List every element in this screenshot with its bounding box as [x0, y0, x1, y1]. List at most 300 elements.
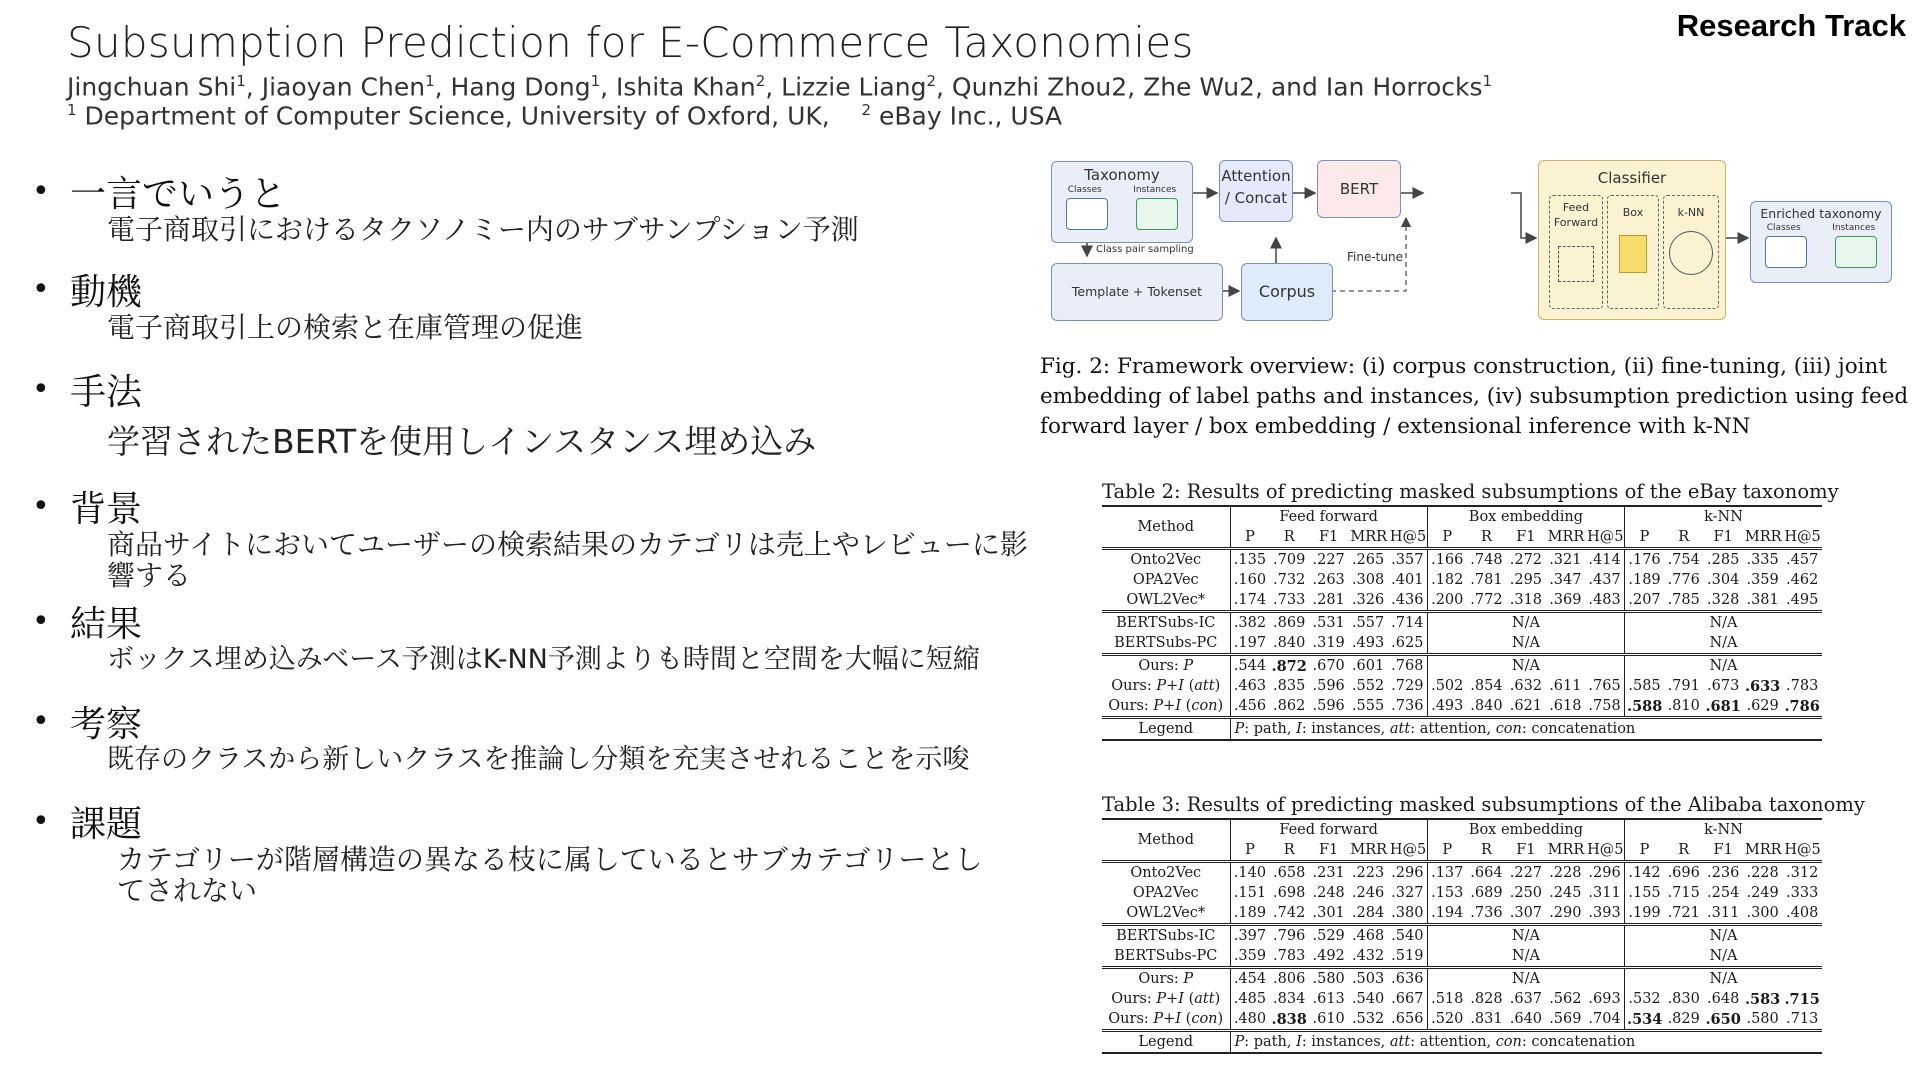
table-row: [1102, 676, 1822, 696]
value-cell: .640: [1509, 1011, 1543, 1027]
metric-header: H@5: [1389, 529, 1427, 545]
metric-header: P: [1625, 840, 1664, 862]
value-cell: .732: [1273, 572, 1306, 588]
value-cell: .312: [1782, 862, 1822, 884]
na-cell: N/A: [1427, 925, 1624, 947]
value-cell: .613: [1312, 991, 1345, 1007]
affiliation-2-mark: 2: [861, 101, 872, 119]
value-cell: .531: [1309, 612, 1348, 634]
metric-header: F1: [1516, 529, 1536, 545]
value-cell: .588: [1625, 696, 1664, 718]
value-cell: .704: [1588, 1011, 1621, 1027]
author-name: Ian Horrocks: [1325, 72, 1483, 102]
value-cell: .621: [1509, 698, 1543, 714]
bullet-text: 電子商取引上の検索と在庫管理の促進: [107, 311, 584, 344]
value-cell: .869: [1269, 612, 1308, 634]
author-list: Jingchuan Shi$^1$, Jiaoyan Chen$^1$, Hang Dong$^1$, Ishita Khan$^2$, Lizzie Liang$^2$, Qunzhi Zhou2, Zhe Wu2, and Ian Horrocks$^1$: [67, 72, 1493, 102]
affiliation-1-mark: 1: [67, 101, 77, 119]
value-cell: .485: [1230, 989, 1269, 1009]
value-cell: .555: [1351, 698, 1385, 714]
value-cell: .335: [1743, 549, 1782, 571]
value-cell: .862: [1273, 698, 1306, 714]
table-3-grid: [1102, 818, 1822, 1054]
method-cell: BERTSubs-IC: [1102, 925, 1230, 947]
value-cell: .552: [1351, 678, 1385, 694]
value-cell: .347: [1549, 572, 1582, 588]
author-affiliation-mark: 1: [590, 72, 601, 90]
value-cell: .281: [1312, 592, 1345, 608]
value-cell: .670: [1309, 655, 1348, 677]
feed-forward-label: Feed Forward: [1553, 201, 1599, 229]
method-cell: BERTSubs-PC: [1114, 635, 1218, 651]
na-cell: N/A: [1625, 612, 1822, 634]
value-cell: .457: [1782, 549, 1822, 571]
network-icon: [1558, 246, 1594, 282]
affiliation-2: eBay Inc., USA: [879, 101, 1063, 131]
value-cell: .736: [1391, 698, 1424, 714]
na-cell: N/A: [1625, 633, 1822, 655]
bullet-dot-icon: •: [32, 173, 50, 209]
value-cell: .698: [1273, 885, 1306, 901]
value-cell: .583: [1744, 990, 1781, 1008]
metric-header: R: [1480, 529, 1492, 545]
metric-header: R: [1283, 529, 1295, 545]
method-cell: Ours: P+I (con): [1108, 698, 1224, 714]
group-header: k-NN: [1625, 506, 1822, 527]
value-cell: .532: [1625, 989, 1664, 1009]
author-name: Jiaoyan Chen: [261, 72, 426, 102]
value-cell: .829: [1667, 1011, 1700, 1027]
value-cell: .532: [1351, 1011, 1385, 1027]
metric-header: P: [1625, 527, 1664, 549]
bullet-text: 商品サイトにおいてユーザーの検索結果のカテゴリは売上やレビューに影響する: [107, 528, 1028, 592]
metric-header: F1: [1713, 529, 1733, 545]
value-cell: .834: [1273, 991, 1306, 1007]
classifier-box: [1538, 160, 1726, 320]
metric-header: F1: [1318, 529, 1339, 545]
value-cell: .715: [1784, 990, 1820, 1008]
na-cell: N/A: [1427, 655, 1624, 677]
value-cell: .231: [1309, 862, 1348, 884]
value-cell: .637: [1509, 991, 1543, 1007]
value-cell: .414: [1585, 549, 1624, 571]
summary-bullets: [32, 168, 1032, 908]
author-name: Zhe Wu2: [1143, 72, 1255, 102]
framework-figure: [1051, 160, 1911, 330]
metric-header: R: [1678, 842, 1690, 858]
value-cell: .656: [1391, 1011, 1424, 1027]
table-header-row: [1102, 819, 1822, 840]
value-cell: .228: [1743, 862, 1782, 884]
na-cell: N/A: [1625, 968, 1822, 990]
method-cell: Ours: P: [1102, 968, 1230, 990]
table-row: [1102, 946, 1822, 968]
bullet-heading: 一言でいうと: [70, 173, 287, 215]
metric-header: P: [1230, 527, 1269, 549]
value-cell: .189: [1230, 903, 1269, 925]
value-cell: .380: [1391, 905, 1424, 921]
bullet-text: カテゴリーが階層構造の異なる枝に属しているとサブカテゴリーとしてされない: [117, 843, 983, 907]
value-cell: .658: [1269, 862, 1308, 884]
na-cell: N/A: [1625, 925, 1822, 947]
value-cell: .308: [1351, 572, 1385, 588]
value-cell: .295: [1509, 572, 1543, 588]
table-row: [1102, 633, 1822, 655]
author-affiliation-mark: 1: [425, 72, 435, 90]
value-cell: .540: [1351, 991, 1385, 1007]
value-cell: .625: [1391, 635, 1424, 651]
bert-box: BERT: [1317, 160, 1401, 218]
value-cell: .382: [1230, 612, 1269, 634]
value-cell: .492: [1312, 948, 1345, 964]
value-cell: .223: [1348, 862, 1387, 884]
table-row: [1102, 883, 1822, 903]
research-track-label: Research Track: [1676, 8, 1906, 43]
value-cell: .721: [1667, 905, 1700, 921]
na-cell: N/A: [1427, 946, 1624, 968]
value-cell: .785: [1667, 592, 1700, 608]
value-cell: .254: [1707, 885, 1740, 901]
attention-box: Attention / Concat: [1219, 160, 1293, 222]
value-cell: .393: [1588, 905, 1621, 921]
value-cell: .199: [1625, 903, 1664, 925]
table-row: [1102, 968, 1822, 990]
metric-header: F1: [1318, 842, 1339, 858]
table-3: [1102, 793, 1865, 1054]
value-cell: .696: [1664, 862, 1703, 884]
value-cell: .534: [1625, 1009, 1664, 1031]
value-cell: .263: [1312, 572, 1345, 588]
value-cell: .290: [1549, 905, 1582, 921]
value-cell: .736: [1470, 905, 1503, 921]
enriched-instances-label: Instances: [1832, 223, 1876, 233]
bullet-results: [32, 598, 1032, 698]
value-cell: .562: [1549, 991, 1582, 1007]
metric-header: R: [1678, 529, 1690, 545]
metric-header: P: [1230, 840, 1269, 862]
metric-header: MRR: [1350, 842, 1388, 858]
value-cell: .454: [1230, 968, 1269, 990]
value-cell: .840: [1470, 698, 1503, 714]
value-cell: .796: [1269, 925, 1308, 947]
table-row: [1102, 925, 1822, 947]
value-cell: .151: [1230, 883, 1269, 903]
table-header-row: [1102, 506, 1822, 527]
value-cell: .463: [1230, 676, 1269, 696]
metric-header: H@5: [1784, 842, 1821, 858]
group-header: Feed forward: [1230, 819, 1427, 840]
metric-header: P: [1427, 840, 1466, 862]
knn-label: k-NN: [1677, 206, 1705, 219]
bullet-background: [32, 483, 1032, 598]
value-cell: .311: [1707, 905, 1740, 921]
value-cell: .648: [1707, 991, 1740, 1007]
table-row: [1102, 989, 1822, 1009]
group-header: k-NN: [1625, 819, 1822, 840]
metric-header: MRR: [1547, 529, 1585, 545]
legend-text: P: path, I: instances, att: attention, con: concatenation: [1230, 1031, 1822, 1054]
value-cell: .359: [1746, 572, 1779, 588]
author-affiliation-mark: 1: [1482, 72, 1493, 90]
metric-header: H@5: [1389, 842, 1427, 858]
metric-header: H@5: [1784, 529, 1821, 545]
value-cell: .304: [1707, 572, 1740, 588]
value-cell: .596: [1312, 678, 1345, 694]
value-cell: .783: [1273, 948, 1306, 964]
value-cell: .611: [1549, 678, 1582, 694]
value-cell: .326: [1351, 592, 1385, 608]
value-cell: .580: [1746, 1011, 1779, 1027]
method-cell: Ours: P+I (att): [1111, 678, 1221, 694]
value-cell: .296: [1585, 862, 1624, 884]
legend-label: Legend: [1102, 1031, 1230, 1054]
value-cell: .236: [1703, 862, 1742, 884]
affiliation-1: Department of Computer Science, University of Oxford, UK,: [84, 101, 830, 131]
value-cell: .296: [1388, 862, 1427, 884]
method-cell: Ours: P+I (con): [1108, 1011, 1224, 1027]
method-cell: OWL2Vec*: [1126, 592, 1206, 608]
value-cell: .245: [1549, 885, 1582, 901]
value-cell: .333: [1786, 885, 1819, 901]
taxonomy-box: [1051, 161, 1193, 243]
bullet-method: [32, 366, 1032, 483]
table-row: [1102, 696, 1822, 718]
tree-icon: [1765, 236, 1807, 268]
bullet-heading: 課題: [70, 803, 143, 845]
bullet-text: ボックス埋め込みベース予測はK-NN予測よりも時間と空間を大幅に短縮: [107, 644, 980, 675]
value-cell: .540: [1388, 925, 1427, 947]
value-cell: .301: [1312, 905, 1345, 921]
bullet-heading: 手法: [70, 371, 143, 413]
value-cell: .502: [1427, 676, 1466, 696]
value-cell: .689: [1470, 885, 1503, 901]
figure-caption: Fig. 2: Framework overview: (i) corpus construction, (ii) fine-tuning, (iii) joint embedding of label paths and instances, (iv) subsumption prediction using feed forward layer / box embedding / extensional inference with k-NN: [1040, 354, 1909, 439]
value-cell: .786: [1784, 697, 1820, 715]
value-cell: .633: [1744, 677, 1781, 695]
value-cell: .772: [1470, 592, 1503, 608]
grid-icon: [1136, 198, 1178, 230]
bullet-heading: 動機: [70, 271, 143, 313]
method-cell: Ours: P+I (att): [1111, 991, 1221, 1007]
value-cell: .227: [1506, 862, 1545, 884]
value-cell: .748: [1467, 549, 1506, 571]
value-cell: .228: [1546, 862, 1585, 884]
value-cell: .155: [1625, 883, 1664, 903]
value-cell: .765: [1588, 678, 1621, 694]
value-cell: .462: [1786, 572, 1819, 588]
value-cell: .585: [1625, 676, 1664, 696]
value-cell: .197: [1230, 633, 1269, 655]
value-cell: .207: [1625, 590, 1664, 612]
value-cell: .610: [1312, 1011, 1345, 1027]
bullet-dot-icon: •: [32, 803, 50, 839]
finetune-label: Fine-tune: [1347, 250, 1403, 264]
value-cell: .328: [1707, 592, 1740, 608]
table-row: [1102, 612, 1822, 634]
legend-text: P: path, I: instances, att: attention, con: concatenation: [1230, 718, 1822, 741]
value-cell: .250: [1509, 885, 1543, 901]
method-header: Method: [1102, 819, 1230, 862]
metric-header: MRR: [1547, 842, 1585, 858]
method-cell: Onto2Vec: [1102, 549, 1230, 571]
na-cell: N/A: [1625, 946, 1822, 968]
value-cell: .285: [1703, 549, 1742, 571]
metric-header: MRR: [1744, 842, 1782, 858]
value-cell: .519: [1391, 948, 1424, 964]
value-cell: .830: [1667, 991, 1700, 1007]
method-cell: BERTSubs-PC: [1114, 948, 1218, 964]
author-affiliation-mark: 2: [755, 72, 766, 90]
table-row: [1102, 862, 1822, 884]
value-cell: .246: [1351, 885, 1385, 901]
value-cell: .742: [1273, 905, 1306, 921]
value-cell: .200: [1427, 590, 1466, 612]
value-cell: .495: [1786, 592, 1819, 608]
value-cell: .227: [1309, 549, 1348, 571]
value-cell: .838: [1271, 1010, 1307, 1028]
value-cell: .142: [1625, 862, 1664, 884]
value-cell: .493: [1351, 635, 1385, 651]
value-cell: .569: [1549, 1011, 1582, 1027]
bullet-heading: 結果: [70, 603, 143, 645]
value-cell: .693: [1588, 991, 1621, 1007]
value-cell: .249: [1746, 885, 1779, 901]
value-cell: .854: [1470, 678, 1503, 694]
value-cell: .810: [1667, 698, 1700, 714]
bullet-heading: 考察: [70, 703, 143, 745]
table-row: [1102, 549, 1822, 571]
value-cell: .618: [1549, 698, 1582, 714]
metric-header: R: [1480, 842, 1492, 858]
value-cell: .182: [1427, 570, 1466, 590]
method-header: Method: [1102, 506, 1230, 549]
legend-row: [1102, 718, 1822, 741]
value-cell: .636: [1388, 968, 1427, 990]
metric-header: R: [1283, 842, 1295, 858]
metric-header: H@5: [1587, 842, 1624, 858]
value-cell: .776: [1667, 572, 1700, 588]
class-pair-label: Class pair sampling: [1096, 244, 1194, 255]
bullet-text: 既存のクラスから新しいクラスを推論し分類を充実させれることを示唆: [107, 744, 970, 775]
bullet-heading: 背景: [70, 488, 143, 530]
value-cell: .557: [1348, 612, 1387, 634]
bullet-discussion: [32, 698, 1032, 798]
metric-header: MRR: [1350, 529, 1388, 545]
enriched-taxonomy-label: Enriched taxonomy: [1760, 206, 1882, 221]
value-cell: .176: [1625, 549, 1664, 571]
value-cell: .359: [1230, 946, 1269, 968]
value-cell: .673: [1707, 678, 1740, 694]
value-cell: .664: [1467, 862, 1506, 884]
value-cell: .401: [1391, 572, 1424, 588]
method-cell: Onto2Vec: [1102, 862, 1230, 884]
value-cell: .580: [1309, 968, 1348, 990]
table-row: [1102, 570, 1822, 590]
instances-label: Instances: [1133, 185, 1177, 195]
bullet-dot-icon: •: [32, 271, 50, 307]
value-cell: .327: [1391, 885, 1424, 901]
value-cell: .483: [1588, 592, 1621, 608]
legend-row: [1102, 1031, 1822, 1054]
value-cell: .768: [1388, 655, 1427, 677]
value-cell: .754: [1664, 549, 1703, 571]
value-cell: .518: [1427, 989, 1466, 1009]
value-cell: .307: [1509, 905, 1543, 921]
value-cell: .520: [1427, 1009, 1466, 1031]
value-cell: .381: [1746, 592, 1779, 608]
grid-icon: [1835, 236, 1877, 268]
value-cell: .601: [1348, 655, 1387, 677]
author-affiliation-mark: 1: [236, 72, 246, 90]
value-cell: .503: [1348, 968, 1387, 990]
method-cell: OWL2Vec*: [1126, 905, 1206, 921]
value-cell: .437: [1588, 572, 1621, 588]
affiliations: [67, 101, 1062, 130]
table-2: [1102, 480, 1839, 741]
value-cell: .632: [1509, 678, 1543, 694]
author-affiliation-mark: 2: [926, 72, 937, 90]
value-cell: .284: [1351, 905, 1385, 921]
na-cell: N/A: [1427, 968, 1624, 990]
author-name: Jingchuan Shi: [67, 72, 237, 102]
method-cell: BERTSubs-IC: [1102, 612, 1230, 634]
box-embedding-icon: [1619, 235, 1647, 273]
value-cell: .369: [1549, 592, 1582, 608]
group-header: Feed forward: [1230, 506, 1427, 527]
table-2-title: Table 2: Results of predicting masked subsumptions of the eBay taxonomy: [1102, 480, 1839, 503]
bullet-dot-icon: •: [32, 371, 50, 407]
value-cell: .872: [1269, 655, 1308, 677]
value-cell: .272: [1506, 549, 1545, 571]
value-cell: .733: [1273, 592, 1306, 608]
value-cell: .408: [1786, 905, 1819, 921]
value-cell: .529: [1309, 925, 1348, 947]
author-name: Qunzhi Zhou2: [951, 72, 1128, 102]
value-cell: .194: [1427, 903, 1466, 925]
bullet-dot-icon: •: [32, 603, 50, 639]
value-cell: .840: [1273, 635, 1306, 651]
method-cell: OPA2Vec: [1132, 885, 1199, 901]
value-cell: .835: [1273, 678, 1306, 694]
value-cell: .828: [1470, 991, 1503, 1007]
value-cell: .160: [1230, 570, 1269, 590]
template-box: Template + Tokenset: [1051, 263, 1223, 321]
value-cell: .715: [1667, 885, 1700, 901]
value-cell: .791: [1667, 678, 1700, 694]
author-name: Ishita Khan: [616, 72, 756, 102]
value-cell: .456: [1230, 696, 1269, 718]
value-cell: .713: [1786, 1011, 1819, 1027]
value-cell: .357: [1388, 549, 1427, 571]
value-cell: .300: [1746, 905, 1779, 921]
value-cell: .468: [1348, 925, 1387, 947]
group-header: Box embedding: [1427, 819, 1624, 840]
value-cell: .596: [1312, 698, 1345, 714]
value-cell: .783: [1786, 678, 1819, 694]
bullet-text: 電子商取引におけるタクソノミー内のサブサンプション予測: [107, 213, 859, 246]
paper-title: Subsumption Prediction for E-Commerce Taxonomies: [67, 18, 1194, 67]
na-cell: N/A: [1625, 655, 1822, 677]
metric-header: P: [1427, 527, 1466, 549]
value-cell: .831: [1470, 1011, 1503, 1027]
table-3-title: Table 3: Results of predicting masked subsumptions of the Alibaba taxonomy: [1102, 793, 1865, 816]
value-cell: .318: [1509, 592, 1543, 608]
value-cell: .321: [1546, 549, 1585, 571]
table-row: [1102, 903, 1822, 925]
value-cell: .319: [1312, 635, 1345, 651]
bullet-issues: [32, 798, 1032, 908]
taxonomy-label: Taxonomy: [1084, 166, 1160, 184]
